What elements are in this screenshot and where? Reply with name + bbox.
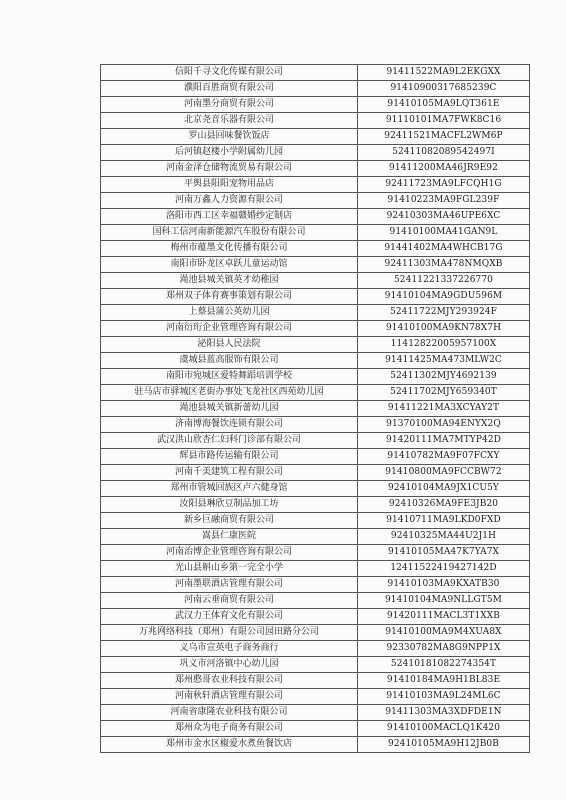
table-row [101,465,530,481]
table-row [101,529,530,545]
credit-code: 92411303MA478NMQXB [358,257,530,273]
entity-name: 河南金泽仓储物流贸易有限公司 [101,161,358,177]
table-row [101,545,530,561]
table-row [101,161,530,177]
credit-code: 91410105MA47K7YA7X [358,545,530,561]
credit-code: 92411521MACFL2WM6P [358,129,530,145]
credit-code: 91410100MA9KN78X7H [358,321,530,337]
entity-name: 河南万鑫人力资源有限公司 [101,193,358,209]
credit-code: 91410100MACLQ1K420 [358,721,530,737]
table-row [101,209,530,225]
table-row [101,177,530,193]
table-row [101,145,530,161]
registration-table [100,64,530,753]
table-row [101,369,530,385]
entity-name: 河南衍珩企业管理咨询有限公司 [101,321,358,337]
table-row [101,449,530,465]
entity-name: 郑州市金水区椒爱水煮鱼餐饮店 [101,737,358,753]
table-row [101,513,530,529]
credit-code: 92410326MA9FE3JB20 [358,497,530,513]
entity-name: 河南千美建筑工程有限公司 [101,465,358,481]
credit-code: 91420111MACL3T1XXB [358,609,530,625]
entity-name: 南阳市卧龙区卓跃儿童运动馆 [101,257,358,273]
credit-code: 91411221MA3XCYAY2T [358,401,530,417]
entity-name: 郑州憨哥农业科技有限公司 [101,673,358,689]
table-row [101,609,530,625]
entity-name: 南阳市宛城区爱特舞蹈培训学校 [101,369,358,385]
entity-name: 渑池县城关镇新蕾幼儿园 [101,401,358,417]
entity-name: 郑州众为电子商务有限公司 [101,721,358,737]
entity-name: 嵩县仁康医院 [101,529,358,545]
table-row [101,65,530,81]
entity-name: 河南秋轩酒店管理有限公司 [101,689,358,705]
credit-code: 91410711MA9LKD0FXD [358,513,530,529]
entity-name: 济南博海餐饮连锁有限公司 [101,417,358,433]
entity-name: 郑州市管城回族区卢六健身馆 [101,481,358,497]
entity-name: 河南云垂商贸有限公司 [101,593,358,609]
credit-code: 91110101MA7FWK8C16 [358,113,530,129]
entity-name: 后河镇赵楼小学附属幼儿园 [101,145,358,161]
table-row [101,257,530,273]
credit-code: 91410103MA9L24ML6C [358,689,530,705]
credit-code: 92410105MA9H12JB0B [358,737,530,753]
table-row [101,305,530,321]
entity-name: 信阳千寻文化传媒有限公司 [101,65,358,81]
credit-code: 92410325MA44U2J1H [358,529,530,545]
table-row [101,577,530,593]
credit-code: 91420111MA7MTYP42D [358,433,530,449]
credit-code: 52411722MJY293924F [358,305,530,321]
credit-code: 91410223MA9FGL239F [358,193,530,209]
credit-code: 91410105MA9LQT361E [358,97,530,113]
entity-name: 新乡巨融商贸有限公司 [101,513,358,529]
entity-name: 上蔡县蒲公英幼儿园 [101,305,358,321]
credit-code: 91410104MA9GDU596M [358,289,530,305]
entity-name: 义乌市宣英电子商务商行 [101,641,358,657]
entity-name: 濮阳百胜商贸有限公司 [101,81,358,97]
entity-name: 河南墨分商贸有限公司 [101,97,358,113]
credit-code: 91410782MA9F07FCXY [358,449,530,465]
credit-code: 52410181082274354T [358,657,530,673]
entity-name: 郑州双子体育赛事策划有限公司 [101,289,358,305]
credit-code: 52411702MJY659340T [358,385,530,401]
table-row [101,673,530,689]
credit-code: 11412822005957100X [358,337,530,353]
entity-name: 北京尧音乐器有限公司 [101,113,358,129]
table-row [101,97,530,113]
entity-name: 梅州市蕴墨文化传播有限公司 [101,241,358,257]
registration-table-body [101,65,530,753]
credit-code: 91410100MA41GAN9L [358,225,530,241]
table-row [101,417,530,433]
entity-name: 光山县斛山乡第一完全小学 [101,561,358,577]
entity-name: 洛阳市西工区幸福赣婚纱定制店 [101,209,358,225]
table-row [101,353,530,369]
table-row [101,81,530,97]
credit-code: 91410100MA9M4XUA8X [358,625,530,641]
credit-code: 91441402MA4WHCB17G [358,241,530,257]
credit-code: 91410800MA9FCCBW72 [358,465,530,481]
entity-name: 汝阳县琳欣豆制品加工坊 [101,497,358,513]
entity-name: 平舆县阳阳宠物用品店 [101,177,358,193]
entity-name: 渑池县城关镇英才幼稚园 [101,273,358,289]
entity-name: 武汉力王体育文化有限公司 [101,609,358,625]
table-row [101,225,530,241]
table-row [101,241,530,257]
credit-code: 91410103MA9KXATB30 [358,577,530,593]
entity-name: 罗山县回味餐饮饭店 [101,129,358,145]
credit-code: 91411200MA46JR9E92 [358,161,530,177]
entity-name: 武汉洪山欣杏仁妇科门诊部有限公司 [101,433,358,449]
table-row [101,193,530,209]
table-row [101,593,530,609]
table-row [101,737,530,753]
entity-name: 巩义市河洛镇中心幼儿园 [101,657,358,673]
table-row [101,721,530,737]
credit-code: 12411522419427142D [358,561,530,577]
credit-code: 52411082089542497I [358,145,530,161]
entity-name: 泌阳县人民法院 [101,337,358,353]
entity-name: 辉县市路传运输有限公司 [101,449,358,465]
table-row [101,289,530,305]
entity-name: 虞城县蓝高服饰有限公司 [101,353,358,369]
table-row [101,641,530,657]
entity-name: 国科工信河南新能源汽车股份有限公司 [101,225,358,241]
entity-name: 河南治博企业管理咨询有限公司 [101,545,358,561]
table-row [101,273,530,289]
entity-name: 河南墨联酒店管理有限公司 [101,577,358,593]
entity-name: 河南省康隆农业科技有限公司 [101,705,358,721]
table-row [101,113,530,129]
entity-name: 驻马店市驿城区老街办事处飞龙社区西苑幼儿园 [101,385,358,401]
table-row [101,625,530,641]
credit-code: 52411302MJY4692139 [358,369,530,385]
table-row [101,481,530,497]
credit-code: 91411425MA473MLW2C [358,353,530,369]
table-row [101,657,530,673]
table-row [101,561,530,577]
table-row [101,401,530,417]
credit-code: 91410184MA9H1BL83E [358,673,530,689]
credit-code: 92410104MA9JX1CU5Y [358,481,530,497]
credit-code: 92411723MA9LFCQH1G [358,177,530,193]
credit-code: 91410900317685239C [358,81,530,97]
table-row [101,433,530,449]
credit-code: 92330782MA8G9NPP1X [358,641,530,657]
credit-code: 91370100MA94ENYX2Q [358,417,530,433]
credit-code: 92410303MA46UPE6XC [358,209,530,225]
table-row [101,385,530,401]
table-row [101,337,530,353]
credit-code: 91411522MA9L2EKGXX [358,65,530,81]
table-row [101,129,530,145]
table-row [101,689,530,705]
credit-code: 52411221337226770 [358,273,530,289]
entity-name: 万兆网络科技（郑州）有限公司园田路分公司 [101,625,358,641]
credit-code: 91411303MA3XDFDE1N [358,705,530,721]
table-row [101,705,530,721]
table-row [101,497,530,513]
credit-code: 91410104MA9NLLGT5M [358,593,530,609]
table-row [101,321,530,337]
